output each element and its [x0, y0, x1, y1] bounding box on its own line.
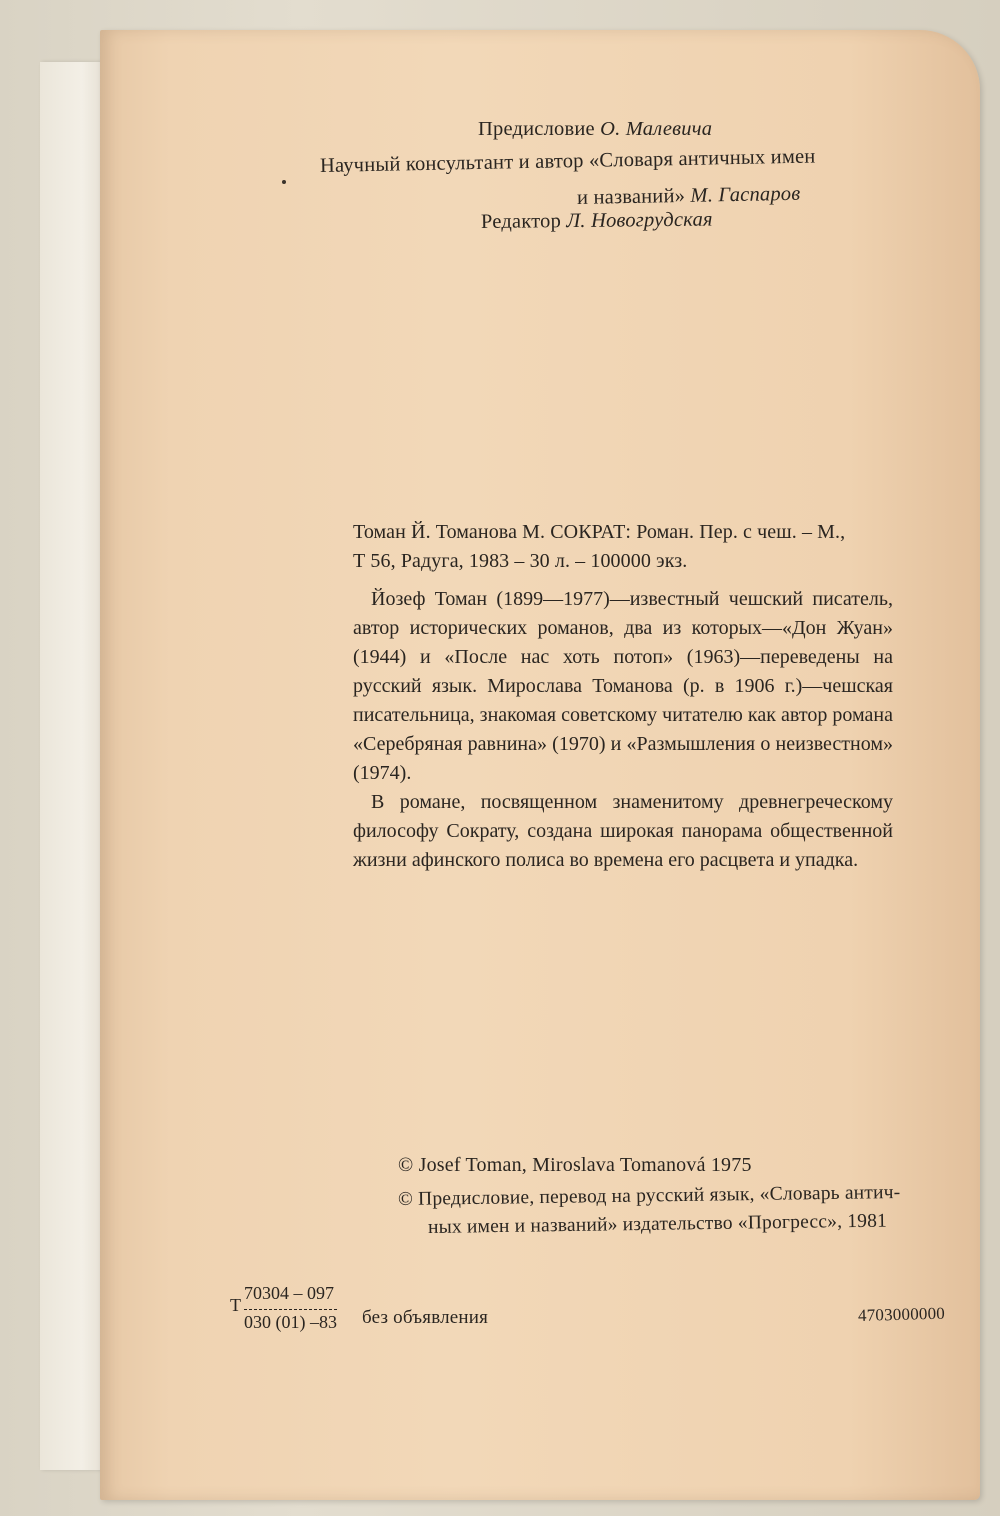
imprint-code: 4703000000: [857, 1303, 946, 1325]
preface-credit: [478, 118, 712, 141]
editor-name: Л. Новогрудская: [566, 208, 713, 233]
copyright-line-1: © Josef Toman, Miroslava Tomanová 1975: [398, 1154, 752, 1176]
bibliographic-line-2: Т 56, Радуга, 1983 – 30 л. – 100000 экз.: [353, 550, 688, 572]
speck: [282, 180, 286, 184]
imprint-denominator: 030 (01) –83: [244, 1309, 337, 1333]
copyright-line-2: © Предисловие, перевод на русский язык, «Словарь антич-: [397, 1181, 901, 1210]
annotation-paragraph-2: В романе, посвященном знаменитому древнегреческому философу Сократу, создана широкая панорама общественной жизни афинского полиса во времена его расцвета и упадка.: [353, 791, 893, 871]
annotation-paragraph-1: Йозеф Томан (1899—1977)—известный чешский писатель, автор исторических романов, два из которых—«Дон Жуан» (1944) и «После нас хоть потоп» (1963)—переведены на русский язык. Мирослава Томанова (р. в 1906 г.)—чешская писательница, знакомая советскому читателю как автор романа «Серебряная равнина» (1970) и «Размышления о неизвестном» (1974).: [353, 588, 893, 784]
editor-label: Редактор: [480, 210, 562, 233]
imprint-note: без объявления: [362, 1307, 489, 1328]
consultant-line-1: Научный консультант и автор «Словаря античных имен: [319, 145, 816, 177]
imprint-letter: Т: [230, 1295, 241, 1315]
consultant-name: М. Гаспаров: [690, 182, 801, 207]
preface-author: О. Малевича: [600, 118, 713, 140]
imprint-numerator: 70304 – 097: [244, 1283, 334, 1303]
bibliographic-line-1: Томан Й. Томанова М. СОКРАТ: Роман. Пер. с чеш. – М.,: [353, 521, 846, 543]
copyright-line-3: ных имен и названий» издательство «Прогресс», 1981: [427, 1210, 888, 1238]
preface-label: Предисловие: [478, 118, 595, 140]
consultant-line-2: и названий» М. Гаспаров: [576, 182, 801, 209]
editor-credit: [481, 209, 713, 234]
annotation-block: [353, 518, 893, 875]
